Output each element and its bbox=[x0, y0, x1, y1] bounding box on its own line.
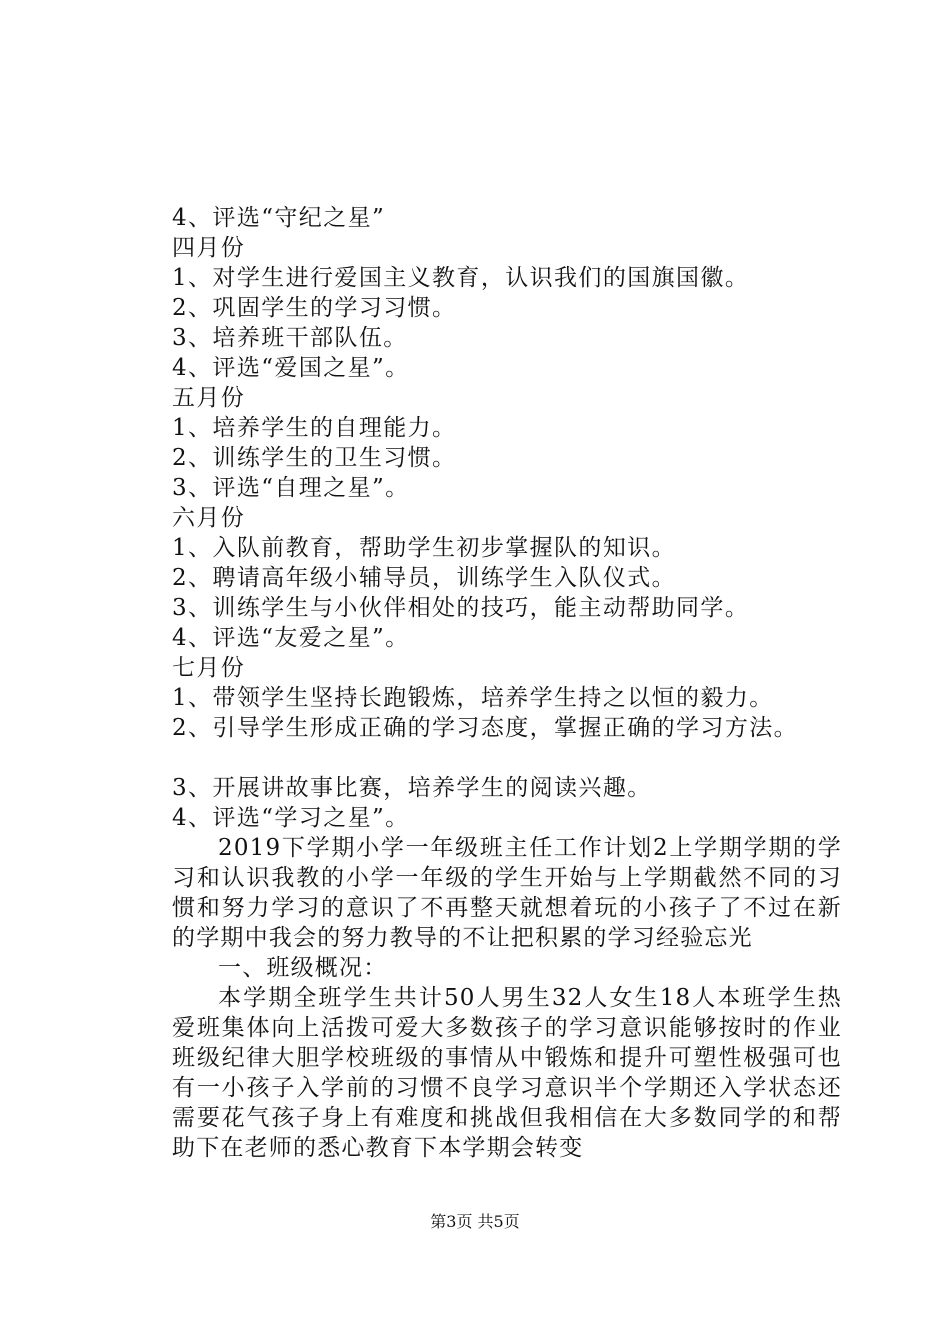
month-heading: 四月份 bbox=[172, 235, 246, 261]
document-body bbox=[172, 203, 842, 1163]
list-item: 3、开展讲故事比赛，培养学生的阅读兴趣。 bbox=[172, 775, 652, 801]
list-item: 1、入队前教育，帮助学生初步掌握队的知识。 bbox=[172, 535, 677, 561]
month-heading: 七月份 bbox=[172, 655, 246, 681]
month-heading: 五月份 bbox=[172, 385, 246, 411]
list-item: 4、评选“爱国之星”。 bbox=[172, 355, 410, 381]
list-item: 3、评选“自理之星”。 bbox=[172, 475, 410, 501]
body-paragraph: 2019下学期小学一年级班主任工作计划2上学期学期的学习和认识我教的小学一年级的学生开始与上学期截然不同的习惯和努力学习的意识了不再整天就想着玩的小孩子了不过在新的学期中我会的努力教导的不让把积累的学习经验忘光 bbox=[172, 835, 842, 951]
list-item: 4、评选“学习之星”。 bbox=[172, 805, 410, 831]
list-item: 1、带领学生坚持长跑锻炼，培养学生持之以恒的毅力。 bbox=[172, 685, 774, 711]
section-heading: 一、班级概况： bbox=[218, 955, 388, 981]
list-item: 4、评选“守纪之星” bbox=[172, 205, 386, 231]
list-item: 2、引导学生形成正确的学习态度，掌握正确的学习方法。 bbox=[172, 715, 799, 741]
list-item: 1、培养学生的自理能力。 bbox=[172, 415, 457, 441]
month-heading: 六月份 bbox=[172, 505, 246, 531]
body-paragraph: 本学期全班学生共计50人男生32人女生18人本班学生热爱班集体向上活拨可爱大多数孩子的学习意识能够按时的作业班级纪律大胆学校班级的事情从中锻炼和提升可塑性极强可也有一小孩子入学前的习惯不良学习意识半个学期还入学状态还需要花气孩子身上有难度和挑战但我相信在大多数同学的和帮助下在老师的悉心教育下本学期会转变 bbox=[172, 985, 842, 1161]
list-item: 2、聘请高年级小辅导员，训练学生入队仪式。 bbox=[172, 565, 677, 591]
list-item: 3、训练学生与小伙伴相处的技巧，能主动帮助同学。 bbox=[172, 595, 750, 621]
list-item: 4、评选“友爱之星”。 bbox=[172, 625, 410, 651]
list-item: 2、巩固学生的学习习惯。 bbox=[172, 295, 457, 321]
list-item: 1、对学生进行爱国主义教育，认识我们的国旗国徽。 bbox=[172, 265, 750, 291]
list-item: 2、训练学生的卫生习惯。 bbox=[172, 445, 457, 471]
page-number-footer: 第3页 共5页 bbox=[430, 1212, 520, 1231]
list-item: 3、培养班干部队伍。 bbox=[172, 325, 408, 351]
blank-line bbox=[172, 743, 842, 773]
